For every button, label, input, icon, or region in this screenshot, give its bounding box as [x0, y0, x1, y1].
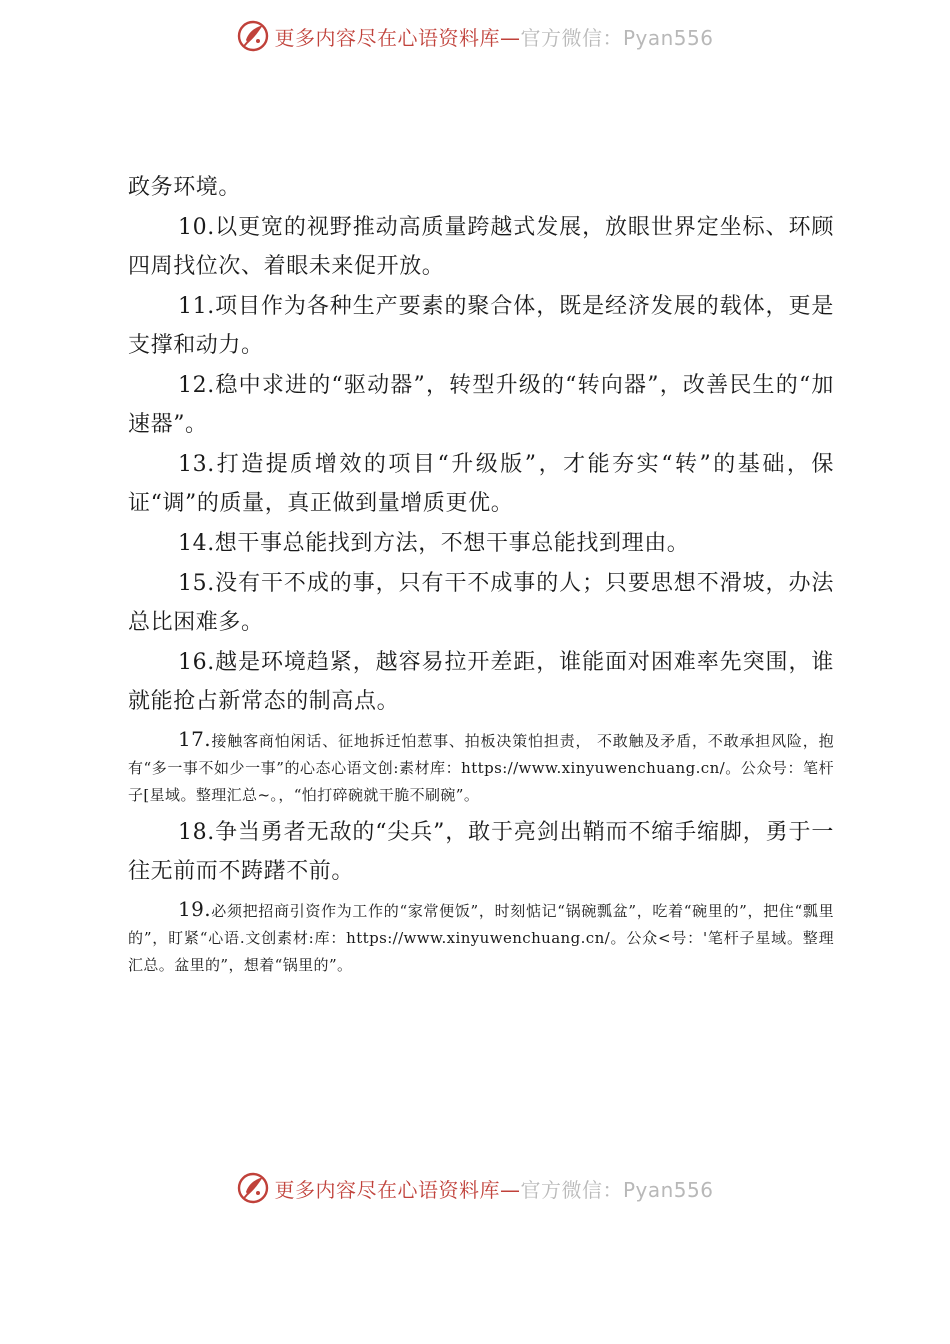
paragraph-number: 13. [178, 452, 215, 477]
paragraph-14 [128, 524, 834, 564]
paragraph-number: 18. [178, 820, 215, 845]
paragraph-17 [128, 722, 834, 813]
paragraph-text: 越是环境趋紧，越容易拉开差距，谁能面对困难率先突围，谁就能抢占新常态的制高点。 [128, 650, 834, 714]
paragraph-number: 16. [178, 650, 215, 675]
paragraph-16 [128, 643, 834, 722]
paragraph-text: 政务环境。 [128, 175, 242, 200]
paragraph-number: 15. [178, 571, 215, 596]
paragraph-12 [128, 366, 834, 445]
banner-text [274, 1174, 713, 1203]
paragraph-19 [128, 892, 834, 983]
paragraph-10 [128, 208, 834, 287]
paragraph-text: 打造提质增效的项目“升级版”，才能夯实“转”的基础，保证“调”的质量，真正做到量增质更优。 [128, 452, 834, 516]
paragraph-text: 接触客商怕闲话、征地拆迁怕惹事、拍板决策怕担责， 不敢触及矛盾，不敢承担风险，抱有“多一事不如少一事”的心态心语文创:素材库：https://www.xinyuwenchuang.cn/。公众号：笔杆子[星域。整理汇总~。，“怕打碎碗就干脆不刷碗”。 [128, 732, 834, 804]
paragraph-number: 11. [178, 294, 215, 319]
paragraph-18 [128, 813, 834, 892]
paragraph-text: 必须把招商引资作为工作的“家常便饭”，时刻惦记“锅碗瓢盆”，吃着“碗里的”，把住“瓢里的”，盯紧“心语.文创素材:库：https://www.xinyuwenchuang.cn/。公众<号：'笔杆子星域。整理汇总。盆里的”，想着“锅里的”。 [128, 902, 834, 974]
footer-banner [0, 1168, 950, 1208]
banner-wechat: 官方微信：Pyan556 [520, 25, 714, 50]
banner-text [274, 22, 713, 51]
banner-wechat: 官方微信：Pyan556 [520, 1177, 714, 1202]
header-banner [0, 16, 950, 56]
paragraph-continued [128, 168, 834, 208]
paragraph-text: 争当勇者无敌的“尖兵”，敢于亮剑出鞘而不缩手缩脚，勇于一往无前而不踌躇不前。 [128, 820, 834, 884]
paragraph-number: 17. [178, 727, 212, 751]
paragraph-text: 想干事总能找到方法，不想干事总能找到理由。 [214, 531, 690, 556]
paragraph-13 [128, 445, 834, 524]
paragraph-text: 项目作为各种生产要素的聚合体，既是经济发展的载体，更是支撑和动力。 [128, 294, 834, 358]
brand-logo-icon [236, 19, 270, 53]
banner-brand: 更多内容尽在心语资料库— [274, 1177, 521, 1202]
paragraph-text: 稳中求进的“驱动器”，转型升级的“转向器”，改善民生的“加速器”。 [128, 373, 834, 437]
paragraph-15 [128, 564, 834, 643]
brand-logo-icon [236, 1171, 270, 1205]
paragraph-text: 没有干不成的事，只有干不成事的人；只要思想不滑坡，办法总比困难多。 [128, 571, 834, 635]
paragraph-number: 10. [178, 215, 215, 240]
document-body [128, 168, 834, 983]
paragraph-text: 以更宽的视野推动高质量跨越式发展，放眼世界定坐标、环顾四周找位次、着眼未来促开放。 [128, 215, 834, 279]
paragraph-number: 14. [178, 531, 215, 556]
paragraph-number: 12. [178, 373, 215, 398]
paragraph-11 [128, 287, 834, 366]
banner-brand: 更多内容尽在心语资料库— [274, 25, 521, 50]
paragraph-number: 19. [178, 897, 212, 921]
